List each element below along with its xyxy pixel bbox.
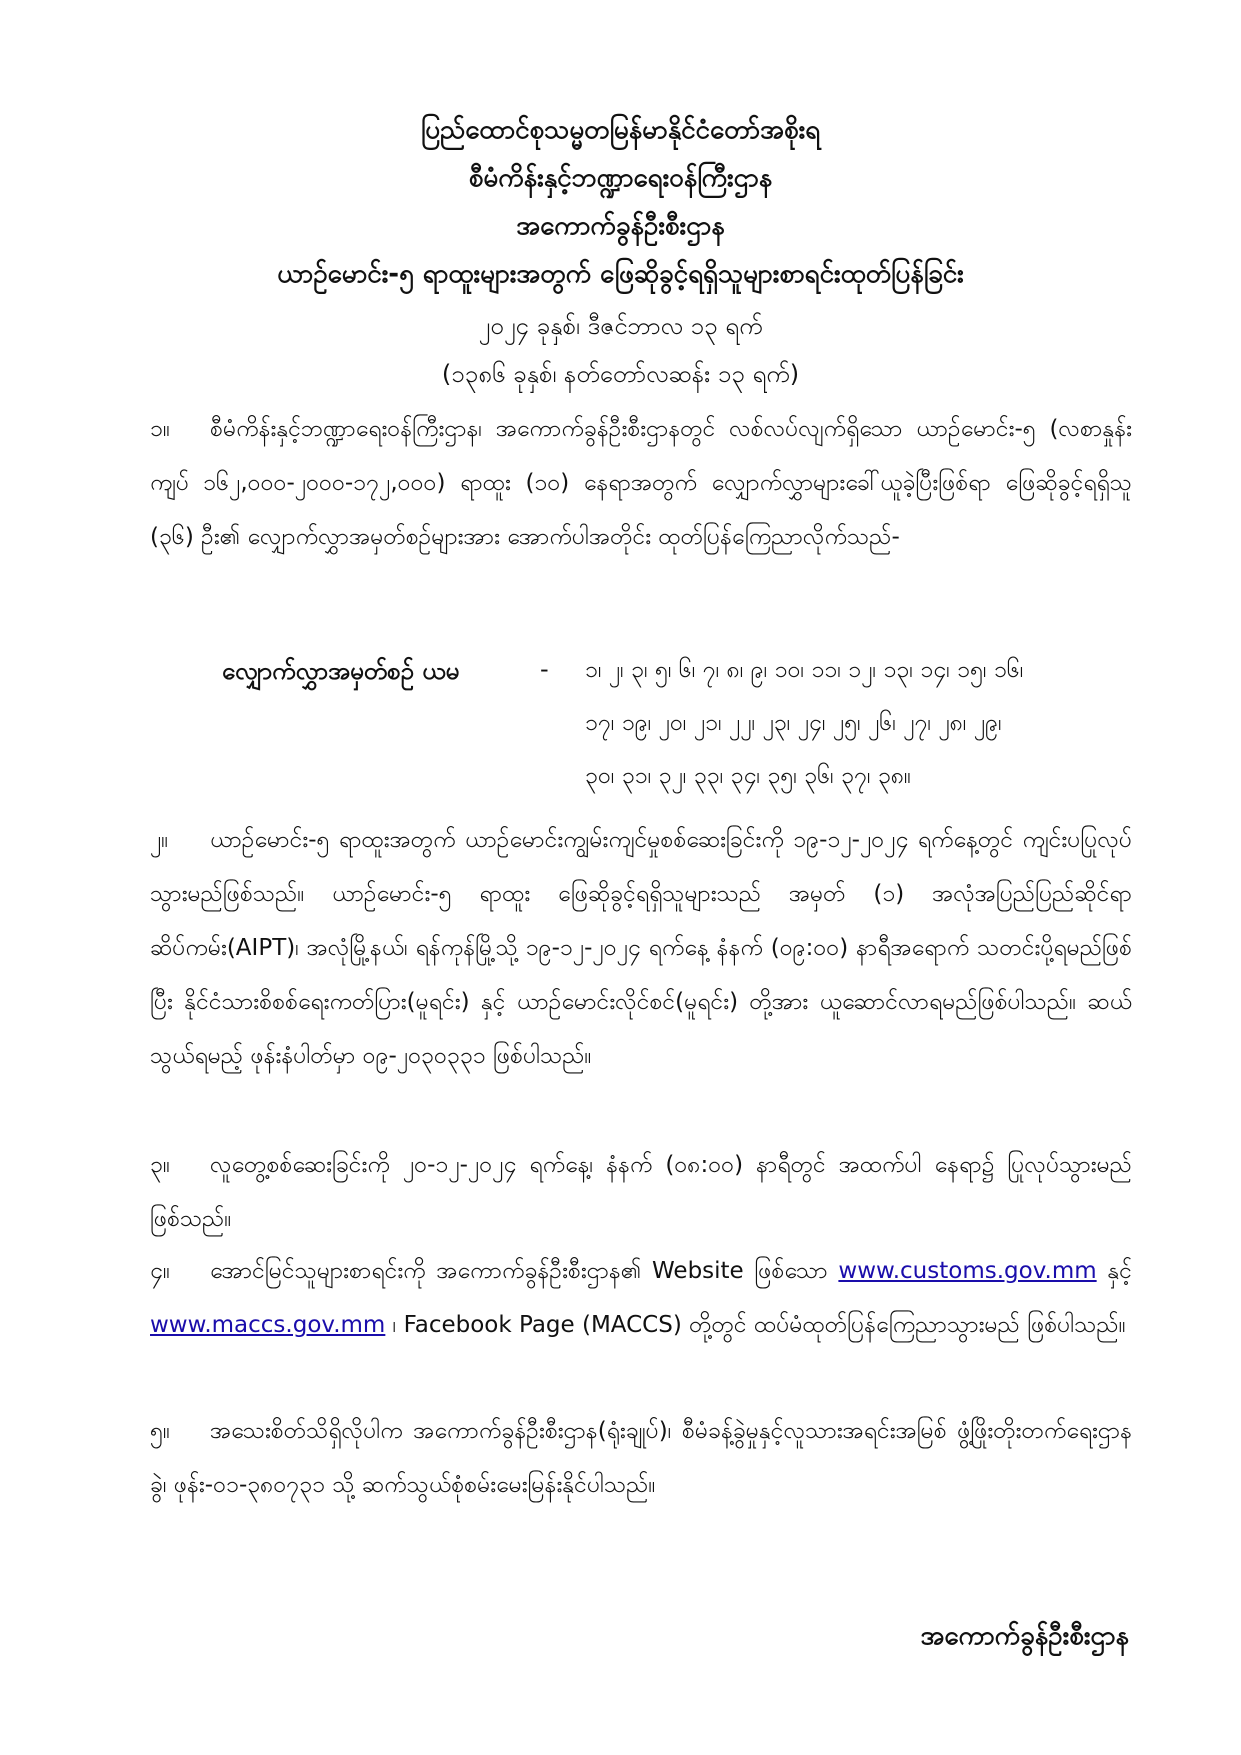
date-gregorian: ၂၀၂၄ ခုနှစ်၊ ဒီဇင်ဘာလ ၁၃ ရက် xyxy=(478,312,763,340)
paragraph-3-number: ၃။ xyxy=(150,1152,170,1178)
maccs-website-link[interactable]: www.maccs.gov.mm xyxy=(150,1312,386,1338)
issuing-department-signature: အကောက်ခွန်ဦးစီးဌာန xyxy=(920,1621,1129,1651)
paragraph-4-text-b: နှင့် xyxy=(1107,1258,1133,1284)
customs-website-link[interactable]: www.customs.gov.mm xyxy=(838,1258,1097,1284)
paragraph-3-text: လူတွေ့စစ်ဆေးခြင်းကို ၂၀-၁၂-၂၀၂၄ ရက်နေ့၊ နံနက် (၀၈:၀၀) နာရီတွင် အထက်ပါ နေရာ၌ ပြုလုပ်သွားမည်ဖြစ်သည်။ xyxy=(150,1152,1132,1232)
paragraph-2-text: ယာဉ်မောင်း-၅ ရာထူးအတွက် ယာဉ်မောင်းကျွမ်းကျင်မှုစစ်ဆေးခြင်းကို ၁၉-၁၂-၂၀၂၄ ရက်နေ့တွင် ကျင်းပပြုလုပ်သွားမည်ဖြစ်သည်။ ယာဉ်မောင်း-၅ ရာထူး ဖြေဆိုခွင့်ရရှိသူများသည် အမှတ် (၁) အလုံအပြည်ပြည်ဆိုင်ရာဆိပ်ကမ်း(AIPT)၊ အလုံမြို့နယ်၊ ရန်ကုန်မြို့သို့ ၁၉-၁၂-၂၀၂၄ ရက်နေ့ နံနက် (၀၉:၀၀) နာရီအရောက် သတင်းပို့ရမည်ဖြစ်ပြီး နိုင်ငံသားစိစစ်ရေးကတ်ပြား(မူရင်း) နှင့် ယာဉ်မောင်းလိုင်စင်(မူရင်း) တို့အား ယူဆောင်လာရမည်ဖြစ်ပါသည်။ ဆယ်သွယ်ရမည့် ဖုန်းနံပါတ်မှာ ၀၉-၂၀၃၀၃၃၁ ဖြစ်ပါသည်။ xyxy=(150,827,1132,1069)
paragraph-5-text: အသေးစိတ်သိရှိလိုပါက အကောက်ခွန်ဦးစီးဌာန(ရုံးချုပ်)၊ စီမံခန့်ခွဲမှုနှင့်လူသားအရင်းအမြစ် ဖွံ့ဖြိုးတိုးတက်ရေးဌာနခွဲ၊ ဖုန်း-၀၁-၃၈၀၇၃၁ သို့ ဆက်သွယ်စုံစမ်းမေးမြန်းနိုင်ပါသည်။ xyxy=(150,1418,1132,1498)
paragraph-1-number: ၁။ xyxy=(150,416,170,442)
announcement-title: ယာဉ်မောင်း-၅ ရာထူးများအတွက် ဖြေဆိုခွင့်ရရှိသူများစာရင်းထုတ်ပြန်ခြင်း xyxy=(277,259,964,289)
government-title: ပြည်ထောင်စုသမ္မတမြန်မာနိုင်ငံတော်အစိုးရ xyxy=(420,115,821,145)
application-numbers-line-2: ၁၇၊ ၁၉၊ ၂၀၊ ၂၁၊ ၂၂၊ ၂၃၊ ၂၄၊ ၂၅၊ ၂၆၊ ၂၇၊ ၂၈၊ ၂၉၊ xyxy=(585,710,1002,736)
paragraph-5 xyxy=(150,1404,1132,1512)
paragraph-2 xyxy=(150,813,1132,1083)
application-list-label: လျှောက်လွှာအမှတ်စဉ် ယမ xyxy=(222,657,460,685)
application-numbers-line-3: ၃၀၊ ၃၁၊ ၃၂၊ ၃၃၊ ၃၄၊ ၃၅၊ ၃၆၊ ၃၇၊ ၃၈။ xyxy=(585,763,911,789)
paragraph-4-number: ၄။ xyxy=(150,1258,170,1284)
paragraph-3 xyxy=(150,1138,1132,1246)
paragraph-4-text-c: ၊ Facebook Page (MACCS) တို့တွင် ထပ်မံထုတ်ပြန်ကြေညာသွားမည် ဖြစ်ပါသည်။ xyxy=(392,1312,1126,1338)
date-myanmar: (၁၃၈၆ ခုနှစ်၊ နတ်တော်လဆန်း ၁၃ ရက်) xyxy=(441,360,800,388)
paragraph-4 xyxy=(150,1244,1132,1352)
paragraph-1-text: စီမံကိန်းနှင့်ဘဏ္ဍာရေးဝန်ကြီးဌာန၊ အကောက်ခွန်ဦးစီးဌာနတွင် လစ်လပ်လျက်ရှိသော ယာဉ်မောင်း-၅ (လစာနှုန်းကျပ် ၁၆၂,၀၀၀-၂၀၀၀-၁၇၂,၀၀၀) ရာထူး (၁၀) နေရာအတွက် လျှောက်လွှာများခေါ်ယူခဲ့ပြီးဖြစ်ရာ ဖြေဆိုခွင့်ရရှိသူ (၃၆) ဦး၏ လျှောက်လွှာအမှတ်စဉ်များအား အောက်ပါအတိုင်း ထုတ်ပြန်ကြေညာလိုက်သည်- xyxy=(150,416,1132,550)
application-list-dash: - xyxy=(540,655,549,683)
paragraph-4-text-a: အောင်မြင်သူများစာရင်းကို အကောက်ခွန်ဦးစီးဌာန၏ Website ဖြစ်သော xyxy=(210,1258,828,1284)
ministry-title: စီမံကိန်းနှင့်ဘဏ္ဍာရေးဝန်ကြီးဌာန xyxy=(468,163,773,193)
application-numbers-line-1: ၁၊ ၂၊ ၃၊ ၅၊ ၆၊ ၇၊ ၈၊ ၉၊ ၁၀၊ ၁၁၊ ၁၂၊ ၁၃၊ ၁၄၊ ၁၅၊ ၁၆၊ xyxy=(585,657,1024,683)
department-title: အကောက်ခွန်ဦးစီးဌာန xyxy=(516,211,725,241)
paragraph-2-number: ၂။ xyxy=(150,827,169,853)
paragraph-1 xyxy=(150,402,1132,564)
paragraph-5-number: ၅။ xyxy=(150,1418,170,1444)
